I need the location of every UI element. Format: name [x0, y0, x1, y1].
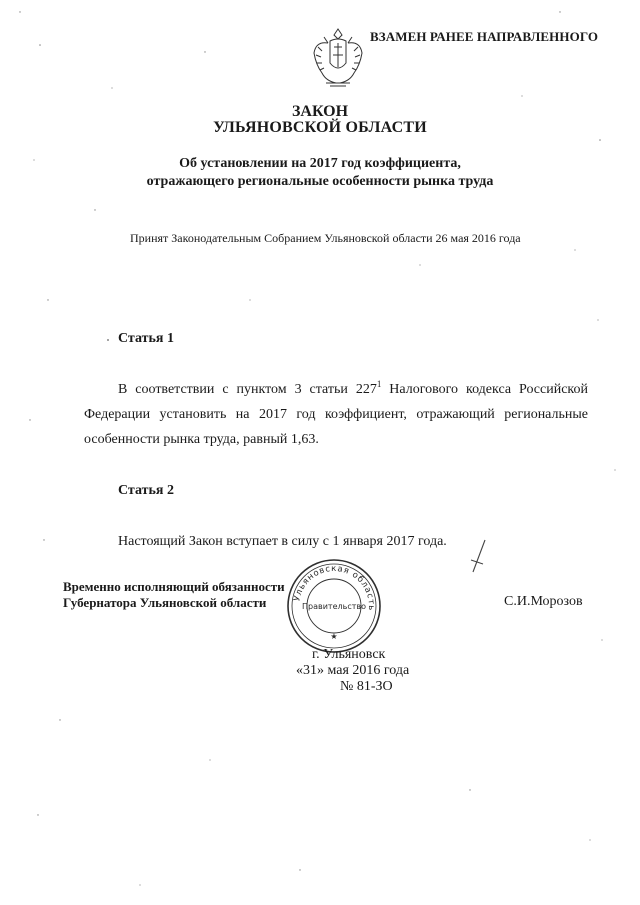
- article-2-title: Статья 2: [118, 483, 174, 498]
- handwritten-mark-icon: [467, 538, 491, 574]
- article-1-text-end: Налогового кодекса Российской Федерации установить на 2017 год коэффициент, отражающий региональные особенности рынка труда, равный 1,63.: [84, 382, 588, 447]
- article-1-superscript: 1: [376, 379, 382, 389]
- signer-position-line1: Временно исполняющий обязанности: [63, 579, 285, 594]
- resubmission-stamp: ВЗАМЕН РАНЕЕ НАПРАВЛЕННОГО: [370, 29, 599, 44]
- city: г. Ульяновск: [312, 647, 386, 662]
- doc-type-title: ЗАКОН: [291, 103, 349, 120]
- coat-of-arms-icon: [308, 25, 368, 89]
- law-subject-line2: отражающего региональные особенности рынка труда: [146, 174, 494, 189]
- signer-name: С.И.Морозов: [504, 594, 583, 609]
- article-1-text: [84, 377, 588, 452]
- article-1-text-start: В соответствии с пунктом 3 статьи 227: [118, 382, 377, 397]
- seal-ring-text: Ульяновская область: [292, 563, 377, 612]
- signing-date: «31» мая 2016 года: [296, 663, 410, 678]
- article-1-title: Статья 1: [118, 331, 174, 346]
- adoption-note: Принят Законодательным Собранием Ульяновской области 26 мая 2016 года: [130, 231, 521, 245]
- article-2-text: Настоящий Закон вступает в силу с 1 января 2017 года.: [118, 534, 447, 549]
- seal-star-icon: ★: [330, 632, 338, 641]
- law-number: № 81-ЗО: [340, 679, 393, 694]
- seal-center-text: Правительство: [302, 602, 366, 611]
- official-seal-icon: [284, 556, 384, 656]
- signer-position-line2: Губернатора Ульяновской области: [63, 595, 267, 610]
- law-subject-line1: Об установлении на 2017 год коэффициента,: [179, 156, 461, 171]
- region-title: УЛЬЯНОВСКОЙ ОБЛАСТИ: [213, 119, 427, 136]
